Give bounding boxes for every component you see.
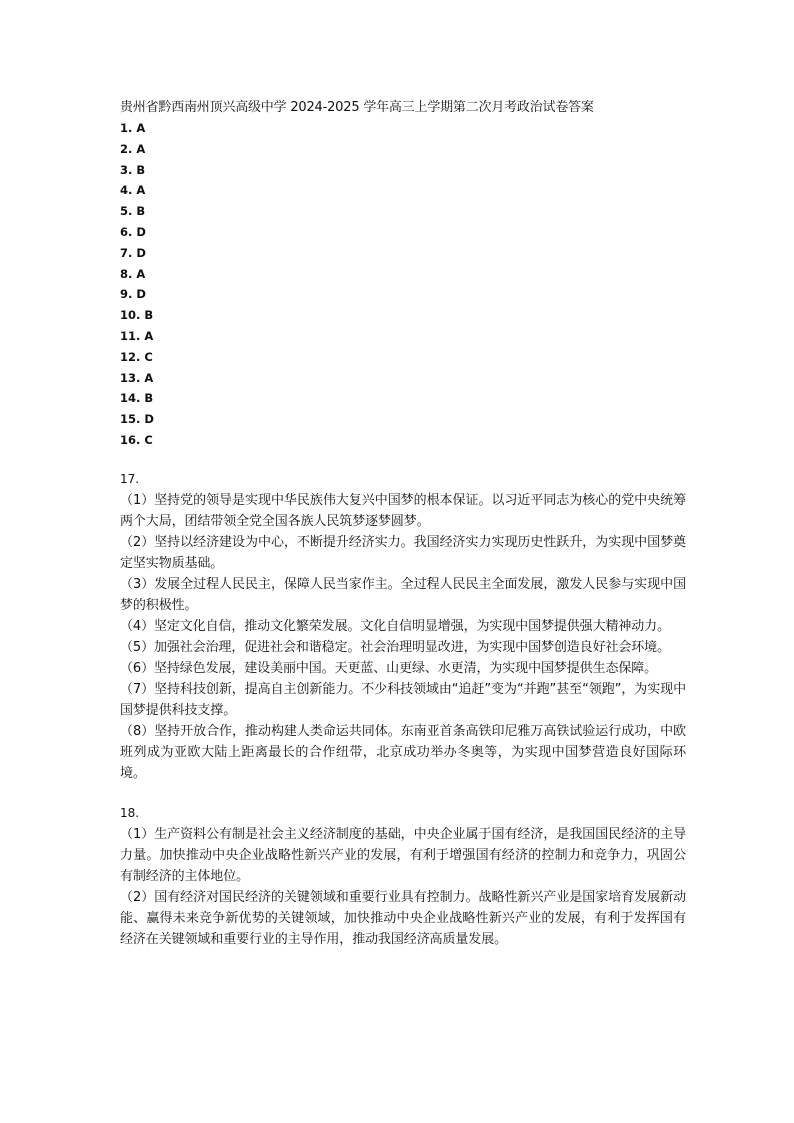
- answer-paragraph: （6）坚持绿色发展，建设美丽中国。天更蓝、山更绿、水更清，为实现中国梦提供生态保障。: [120, 660, 658, 676]
- answer-item: 16. C: [120, 432, 153, 447]
- answer-item: 12. C: [120, 349, 153, 364]
- answer-item: 8. A: [120, 266, 146, 281]
- question-17-answer: [120, 469, 686, 784]
- choice-answer-list: [120, 118, 686, 451]
- answer-item: 5. B: [120, 204, 146, 219]
- answer-paragraph: （8）坚持开放合作，推动构建人类命运共同体。东南亚首条高铁印尼雅万高铁试验运行成功，中欧班列成为亚欧大陆上距离最长的合作纽带，北京成功举办冬奥等，为实现中国梦营造良好国际环境。: [120, 723, 686, 781]
- answer-item: 6. D: [120, 224, 146, 239]
- answer-paragraph: （1）坚持党的领导是实现中华民族伟大复兴中国梦的根本保证。以习近平同志为核心的党中央统筹两个大局，团结带领全党全国各族人民筑梦逐梦圆梦。: [120, 492, 686, 529]
- answer-item: 2. A: [120, 141, 146, 156]
- answer-paragraph: （2）坚持以经济建设为中心，不断提升经济实力。我国经济实力实现历史性跃升，为实现中国梦奠定坚实物质基础。: [120, 534, 686, 571]
- answer-item: 4. A: [120, 183, 146, 198]
- answer-item: 1. A: [120, 121, 146, 135]
- spacer: [120, 451, 686, 469]
- answer-item: 10. B: [120, 308, 154, 323]
- answer-paragraph: （3）发展全过程人民民主，保障人民当家作主。全过程人民民主全面发展，激发人民参与实现中国梦的积极性。: [120, 576, 686, 613]
- question-number: 18.: [120, 805, 140, 820]
- question-number: 17.: [120, 471, 140, 486]
- answer-item: 9. D: [120, 287, 146, 302]
- answer-item: 7. D: [120, 245, 146, 260]
- answer-paragraph: （1）生产资料公有制是社会主义经济制度的基础，中央企业属于国有经济，是我国国民经济的主导力量。加快推动中央企业战略性新兴产业的发展，有利于增强国有经济的控制力和竞争力，巩固公有制经济的主体地位。: [120, 826, 686, 884]
- question-18-answer: [120, 803, 686, 950]
- answer-paragraph: （7）坚持科技创新，提高自主创新能力。不少科技领域由“追赶”变为“并跑”甚至“领跑”，为实现中国梦提供科技支撑。: [120, 681, 686, 718]
- spacer: [120, 784, 686, 803]
- document-title: 贵州省黔西南州顶兴高级中学 2024-2025 学年高三上学期第二次月考政治试卷答案: [120, 100, 594, 115]
- answer-paragraph: （5）加强社会治理，促进社会和谐稳定。社会治理明显改进，为实现中国梦创造良好社会环境。: [120, 639, 670, 655]
- answer-item: 14. B: [120, 391, 154, 406]
- answer-document: [120, 98, 686, 950]
- answer-item: 13. A: [120, 370, 154, 385]
- answer-paragraph: （2）国有经济对国民经济的关键领域和重要行业具有控制力。战略性新兴产业是国家培育发展新动能、赢得未来竞争新优势的关键领域，加快推动中央企业战略性新兴产业的发展，有利于发挥国有经济在关键领域和重要行业的主导作用，推动我国经济高质量发展。: [120, 889, 686, 947]
- answer-item: 3. B: [120, 162, 146, 177]
- answer-item: 15. D: [120, 412, 154, 427]
- answer-item: 11. A: [120, 328, 154, 343]
- answer-paragraph: （4）坚定文化自信，推动文化繁荣发展。文化自信明显增强，为实现中国梦提供强大精神动力。: [120, 618, 670, 634]
